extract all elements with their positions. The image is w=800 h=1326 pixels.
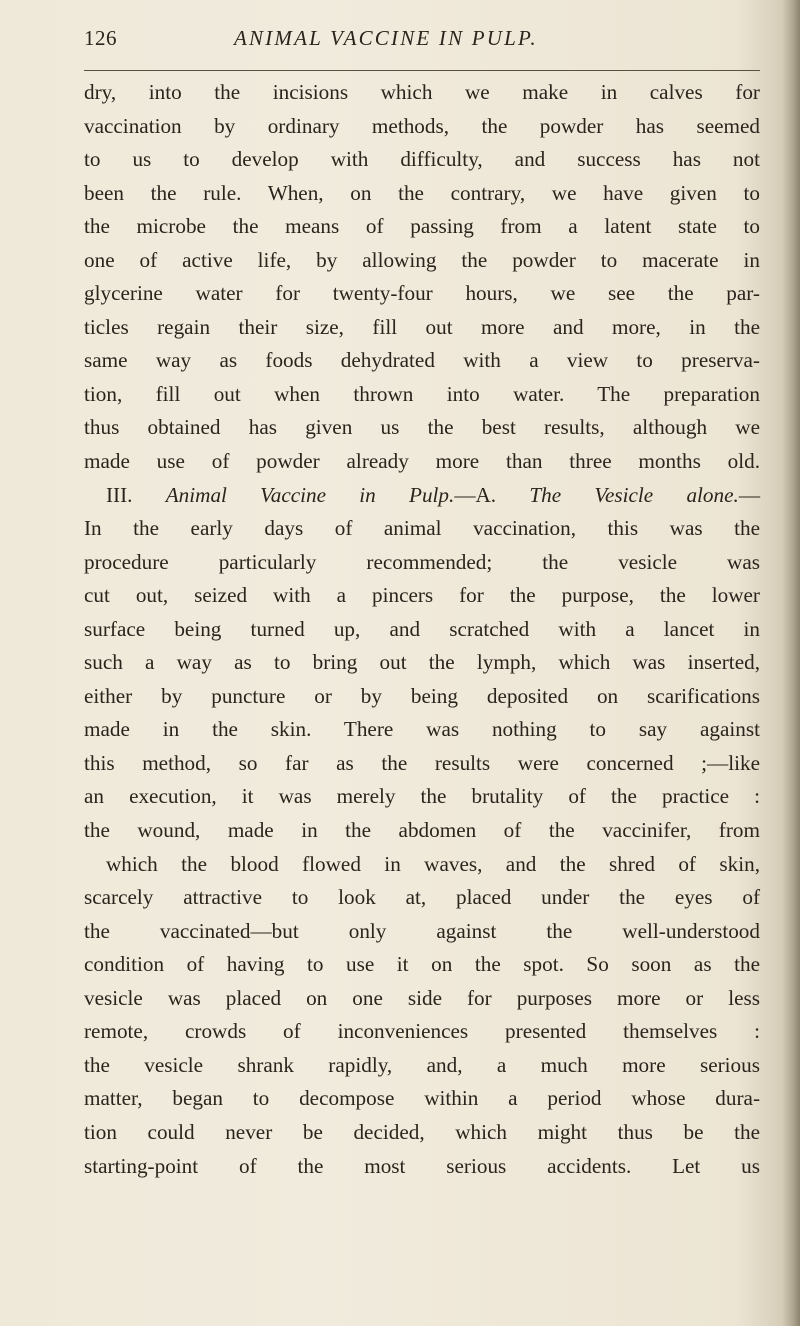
page-number: 126 (84, 26, 117, 50)
header-rule (84, 70, 760, 71)
text-line: either by puncture or by being deposited on scarifications (84, 683, 760, 708)
text-line: vesicle was placed on one side for purposes more or less (84, 985, 760, 1010)
text-line: matter, began to decompose within a period whose dura- (84, 1086, 760, 1111)
section-number: III. (106, 482, 133, 507)
text-line: ticles regain their size, fill out more and more, in the (84, 314, 760, 339)
text-line: In the early days of animal vaccination, this was the (84, 516, 760, 541)
text-line: which the blood flowed in waves, and the shred of skin, (106, 851, 760, 876)
text-line: one of active life, by allowing the powder to macerate in (84, 247, 760, 272)
page-edge-shadow (782, 0, 800, 1326)
text-line: tion could never be decided, which might thus be the (84, 1119, 760, 1144)
text-line: condition of having to use it on the spot. So soon as the (84, 952, 760, 977)
text-line: cut out, seized with a pincers for the purpose, the lower (84, 583, 760, 608)
text-line: this method, so far as the results were concerned ;—like (84, 750, 760, 775)
text-line: thus obtained has given us the best results, although we (84, 415, 760, 440)
text-line: remote, crowds of inconveniences presented themselves : (84, 1019, 760, 1044)
text-line: to us to develop with difficulty, and success has not (84, 147, 760, 172)
running-title: ANIMAL VACCINE IN PULP. (234, 26, 538, 50)
text-line: vaccination by ordinary methods, the powder has seemed (84, 113, 760, 138)
text-line: starting-point of the most serious accidents. Let us (84, 1153, 760, 1178)
text-line: the microbe the means of passing from a latent state to (84, 214, 760, 239)
subsection-title: The Vesicle alone. (529, 482, 739, 507)
text-line: made in the skin. There was nothing to say against (84, 717, 760, 742)
subsection-letter: A. (475, 482, 497, 507)
subsection-dash: — (738, 482, 760, 507)
text-line: dry, into the incisions which we make in calves for (84, 80, 760, 104)
text-line: an execution, it was merely the brutality of the practice : (84, 784, 760, 809)
page-header (84, 26, 764, 56)
text-line: the vaccinated—but only against the well-understood (84, 918, 760, 943)
text-line: tion, fill out when thrown into water. The preparation (84, 381, 760, 406)
section-dash: — (454, 482, 476, 507)
text-line: surface being turned up, and scratched with a lancet in (84, 616, 760, 641)
section-heading (84, 479, 760, 513)
text-line: same way as foods dehydrated with a view to preserva- (84, 348, 760, 373)
text-line: been the rule. When, on the contrary, we have given to (84, 180, 760, 205)
text-line: such a way as to bring out the lymph, which was inserted, (84, 650, 760, 675)
body-text (84, 76, 760, 1183)
text-line: scarcely attractive to look at, placed under the eyes of (84, 885, 760, 910)
text-line: procedure particularly recommended; the vesicle was (84, 549, 760, 574)
text-line: made use of powder already more than three months old. (84, 449, 760, 474)
section-title: Animal Vaccine in Pulp. (165, 482, 455, 507)
text-line: the vesicle shrank rapidly, and, a much more serious (84, 1052, 760, 1077)
text-line: glycerine water for twenty-four hours, we see the par- (84, 281, 760, 306)
text-line: the wound, made in the abdomen of the vaccinifer, from (84, 818, 760, 843)
